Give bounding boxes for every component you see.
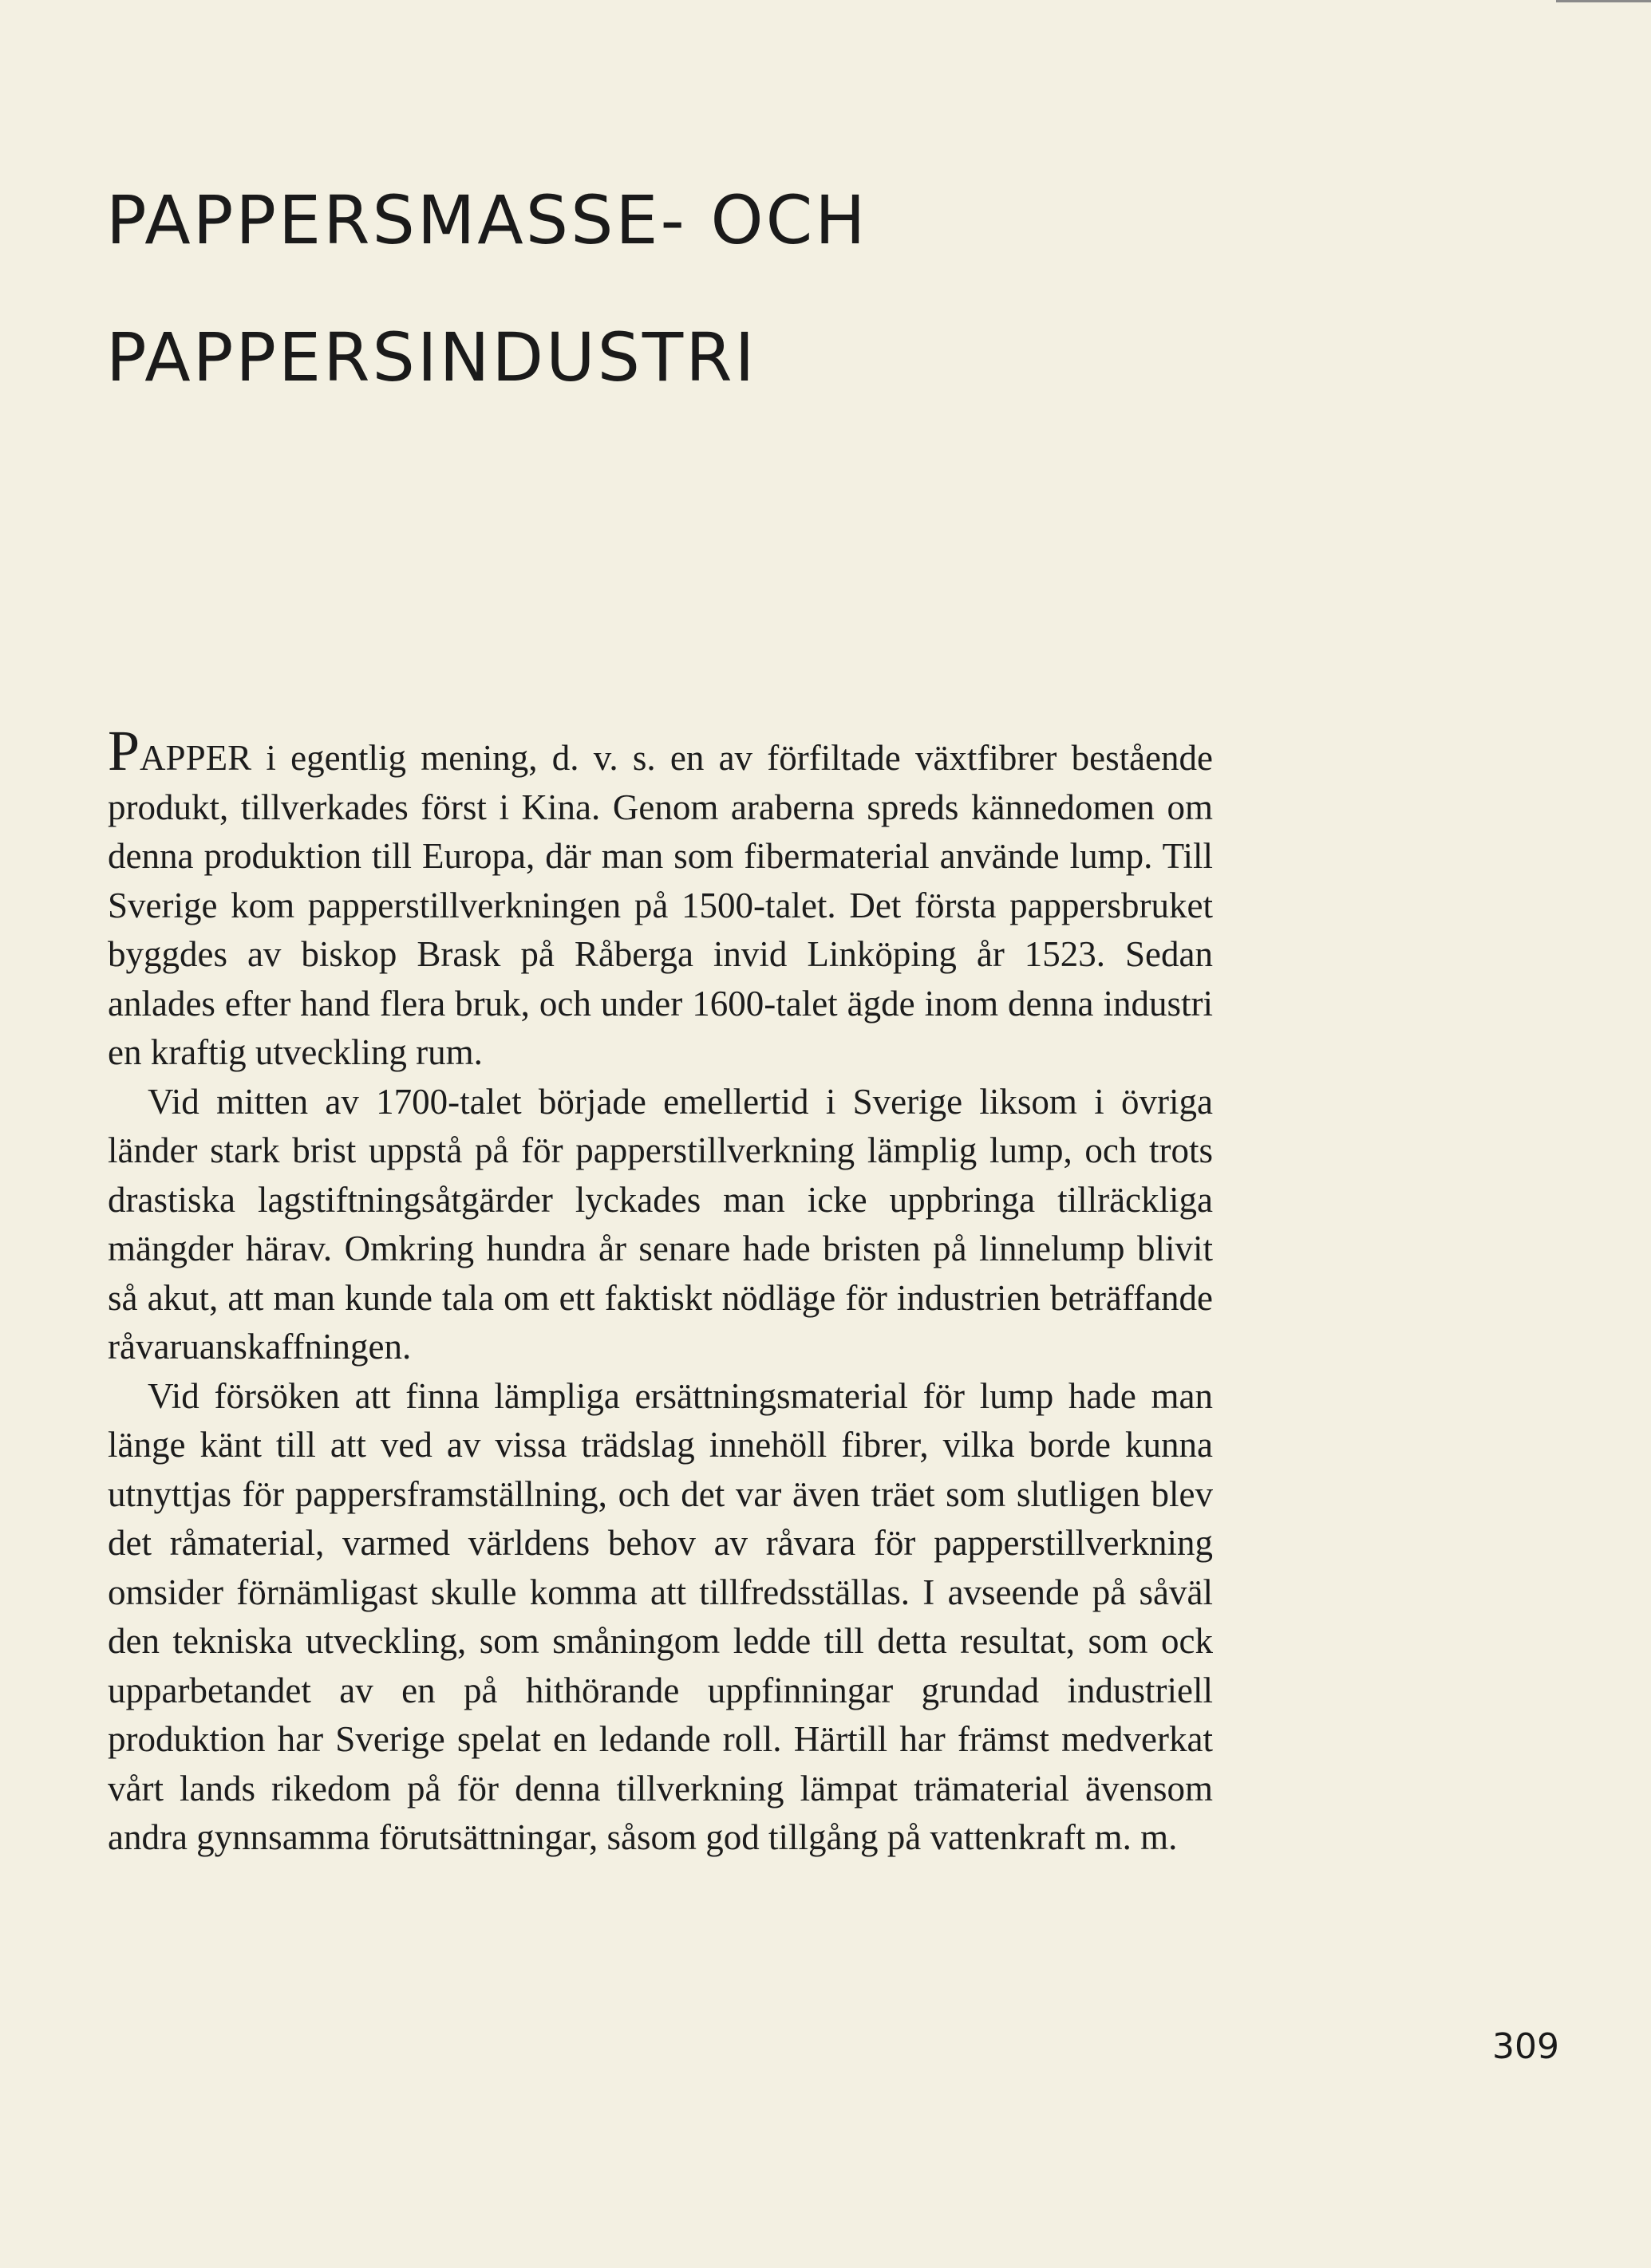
page-number: 309 bbox=[1492, 2026, 1559, 2067]
body-text bbox=[108, 719, 1213, 1863]
paragraph-3: Vid försöken att finna lämpliga ersättningsmaterial för lump hade man länge känt till att ved av vissa trädslag innehöll fibrer, vilka borde kunna utnyttjas för pappersframställning, och det var även träet som slutligen blev det råmaterial, varmed världens behov av råvara för papperstillverkning omsider förnämligast skulle komma att tillfredsställas. I avseende på såväl den tekniska utveckling, som småningom ledde till detta resultat, som ock upparbetandet av en på hithörande uppfinningar grundad industriell produktion har Sverige spelat en ledande roll. Härtill har främst medverkat vårt lands rikedom på för denna tillverkning lämpat trämaterial ävensom andra gynnsamma förutsättningar, såsom god tillgång på vattenkraft m. m. bbox=[108, 1375, 1213, 1857]
chapter-title-line-2: PAPPERSINDUSTRI bbox=[106, 318, 757, 396]
paragraph-1 bbox=[108, 719, 1213, 1078]
chapter-title-line-1: PAPPERSMASSE- OCH bbox=[106, 181, 868, 259]
paragraph-1-text: APPER i egentlig mening, d. v. s. en av förfiltade växtfibrer bestående produkt, tillverkades först i Kina. Genom araberna spreds kännedomen om denna produktion till Europa, där man som fibermaterial använde lump. Till Sverige kom papperstillverkningen på 1500-talet. Det första pappersbruket byggdes av biskop Brask på Råberga invid Linköping år 1523. Sedan anlades efter hand flera bruk, och under 1600-talet ägde inom denna industri en kraftig utveckling rum. bbox=[108, 738, 1213, 1072]
chapter-title bbox=[106, 152, 1143, 426]
drop-cap: P bbox=[108, 719, 140, 783]
paragraph-2: Vid mitten av 1700-talet började emellertid i Sverige liksom i övriga länder stark brist uppstå på för papperstillverkning lämplig lump, och trots drastiska lagstiftningsåtgärder lyckades man icke uppbringa tillräckliga mängder härav. Omkring hundra år senare hade bristen på linnelump blivit så akut, att man kunde tala om ett faktiskt nödläge för industrien beträffande råvaruanskaffningen. bbox=[108, 1081, 1213, 1367]
scan-edge-mark bbox=[1556, 0, 1651, 2]
